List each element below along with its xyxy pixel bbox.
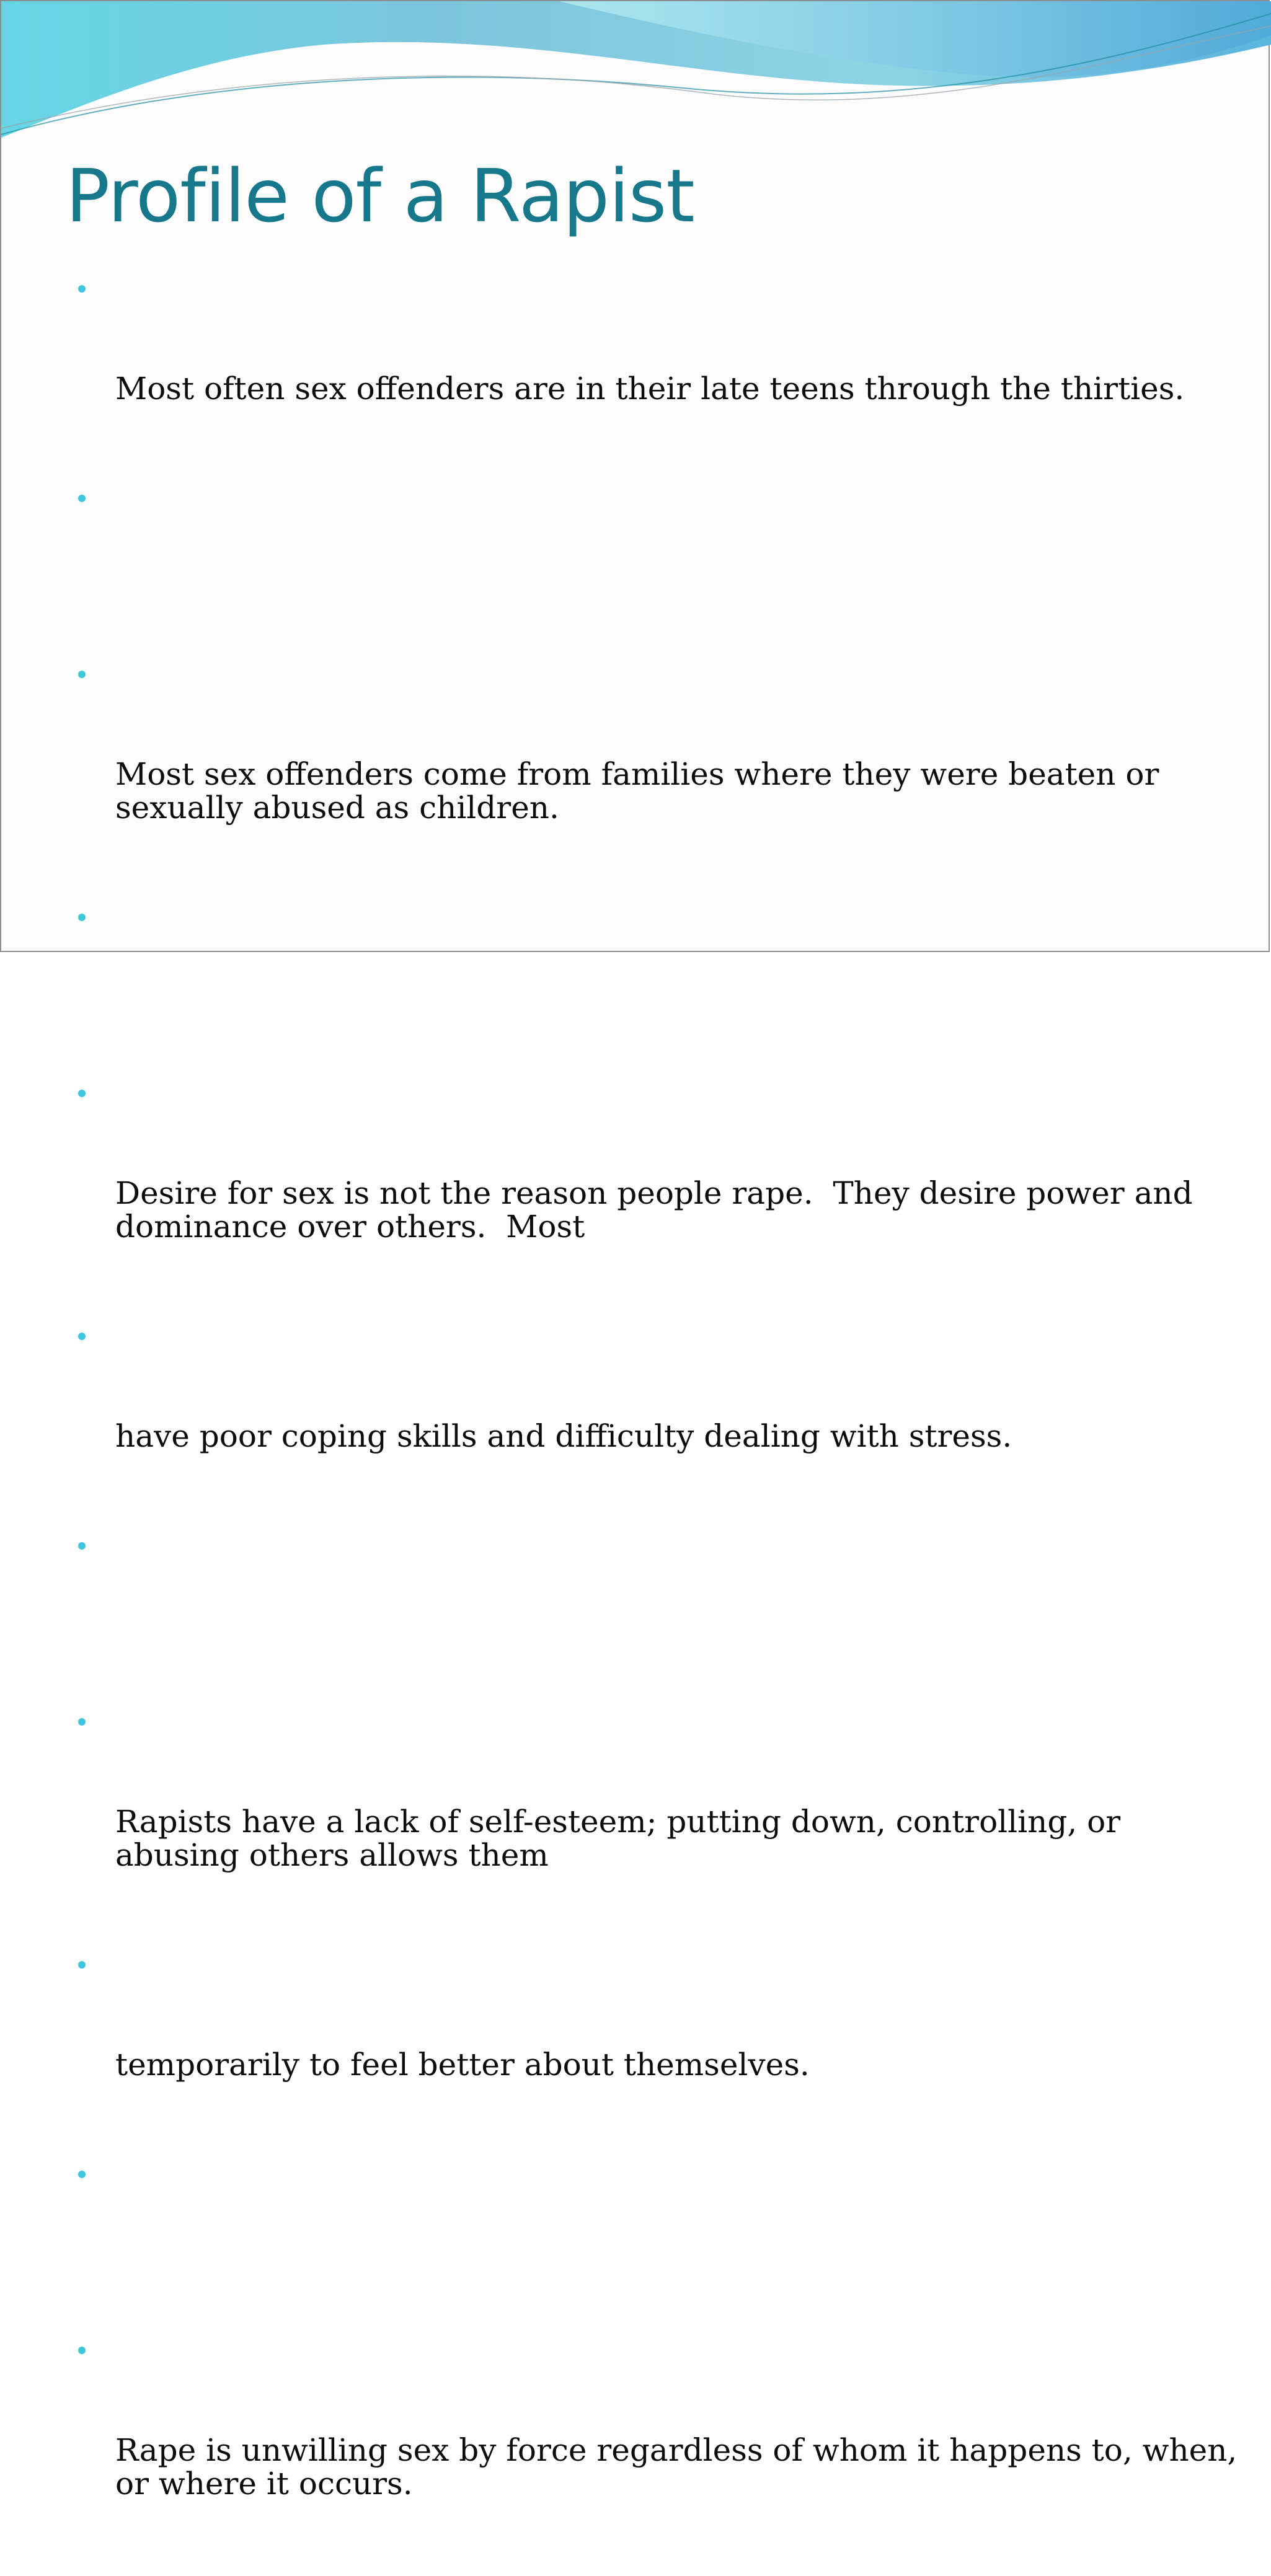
list-item [74, 2157, 1240, 2324]
slide-title: Profile of a Rapist [66, 153, 694, 239]
bullet-dot-icon [78, 1090, 86, 1097]
bullet-dot-icon [78, 1961, 86, 1969]
bullet-dot-icon [78, 1542, 86, 1550]
bullet-text: Rape is unwilling sex by force regardless of whom it happens to, when, or where it occurs. [115, 2432, 1247, 2502]
decorative-wave-banner [1, 1, 1271, 150]
list-item [74, 1076, 1240, 1310]
list-item [74, 1528, 1240, 1696]
list-item [74, 657, 1240, 891]
bullet-dot-icon [78, 1333, 86, 1340]
bullet-dot-icon [78, 1718, 86, 1726]
bullet-dot-icon [78, 914, 86, 921]
bullet-text: Rapists have a lack of self-esteem; putting down, controlling, or abusing others allows them [115, 1804, 1131, 1873]
bullet-text: Most sex offenders come from families where they were beaten or sexually abused as children. [115, 756, 1169, 826]
list-item [74, 1705, 1240, 1939]
list-item [74, 271, 1240, 472]
bullet-dot-icon [78, 671, 86, 678]
bullet-list [74, 271, 1247, 2576]
bullet-dot-icon [78, 2347, 86, 2354]
list-item [74, 2333, 1247, 2567]
bullet-text: have poor coping skills and difficulty dealing with stress. [115, 1418, 1012, 1454]
list-item [74, 1947, 1240, 2148]
bullet-dot-icon [78, 495, 86, 502]
bullet-dot-icon [78, 2171, 86, 2178]
bullet-text: temporarily to feel better about themselves. [115, 2047, 810, 2083]
bullet-text: Desire for sex is not the reason people rape. They desire power and dominance over others. Most [115, 1175, 1203, 1245]
list-item [74, 900, 1240, 1067]
bullet-dot-icon [78, 285, 86, 293]
list-item [74, 481, 1240, 648]
list-item [74, 1319, 1240, 1520]
bullet-text: Most often sex offenders are in their late teens through the thirties. [115, 371, 1185, 407]
